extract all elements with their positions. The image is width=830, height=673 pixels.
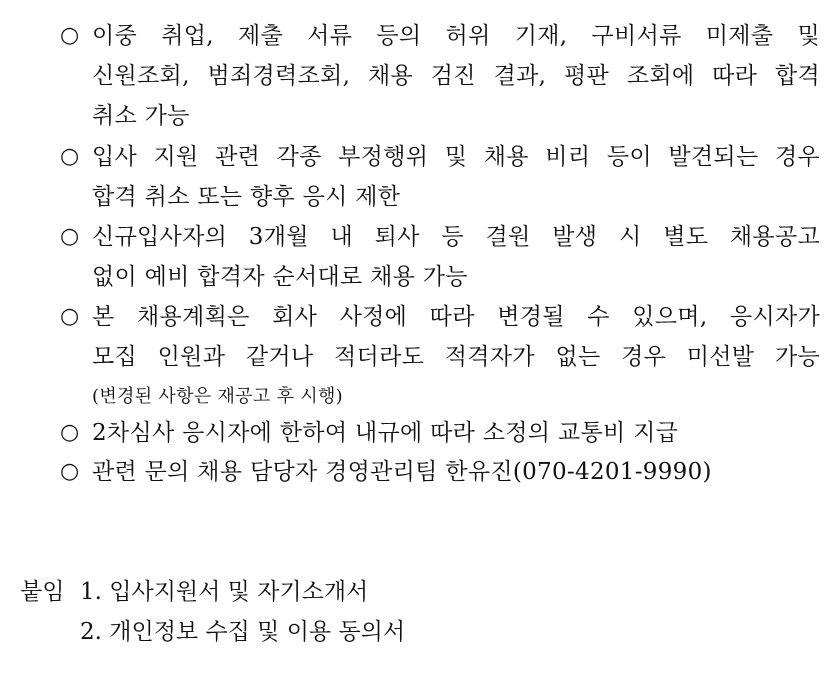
notice-line: 신규입사자의 3개월 내 퇴사 등 결원 발생 시 별도 채용공고 <box>92 224 820 250</box>
notice-line: 2차심사 응시자에 한하여 내규에 따라 소정의 교통비 지급 <box>92 420 679 446</box>
notice-item-duplicate-employment <box>60 16 820 136</box>
attachment-label: 붙임 <box>20 579 65 605</box>
notice-item-resignation <box>60 217 820 297</box>
circle-bullet-icon: ○ <box>60 304 80 329</box>
notice-item-travel-expense <box>60 413 820 453</box>
notice-line: 입사 지원 관련 각종 부정행위 및 채용 비리 등이 발견되는 경우 <box>92 144 820 170</box>
circle-bullet-icon: ○ <box>60 459 80 484</box>
circle-bullet-icon: ○ <box>60 23 80 48</box>
notice-note: (변경된 사항은 재공고 후 시행) <box>92 386 343 407</box>
notice-line: 합격 취소 또는 향후 응시 제한 <box>92 184 401 210</box>
circle-bullet-icon: ○ <box>60 224 80 249</box>
notice-item-contact <box>60 452 820 492</box>
notice-line: 없이 예비 합격자 순서대로 채용 가능 <box>92 264 468 290</box>
notice-item-plan-change <box>60 297 820 417</box>
notice-item-misconduct <box>60 137 820 217</box>
notice-line: 관련 문의 채용 담당자 경영관리팀 한유진(070-4201-9990) <box>92 459 712 485</box>
notice-line: 신원조회, 범죄경력조회, 채용 검진 결과, 평판 조회에 따라 합격 <box>92 63 820 89</box>
notice-line: 이중 취업, 제출 서류 등의 허위 기재, 구비서류 미제출 및 <box>92 23 820 49</box>
circle-bullet-icon: ○ <box>60 144 80 169</box>
notice-line: 본 채용계획은 회사 사정에 따라 변경될 수 있으며, 응시자가 <box>92 304 820 330</box>
attachment-item: 1. 입사지원서 및 자기소개서 <box>80 579 369 605</box>
attachment-line-2 <box>20 612 720 652</box>
attachment-line-1 <box>20 572 720 612</box>
circle-bullet-icon: ○ <box>60 420 80 445</box>
notice-line: 취소 가능 <box>92 103 190 129</box>
attachment-item: 2. 개인정보 수집 및 이용 동의서 <box>80 619 406 645</box>
notice-line: 모집 인원과 같거나 적더라도 적격자가 없는 경우 미선발 가능 <box>92 344 820 370</box>
